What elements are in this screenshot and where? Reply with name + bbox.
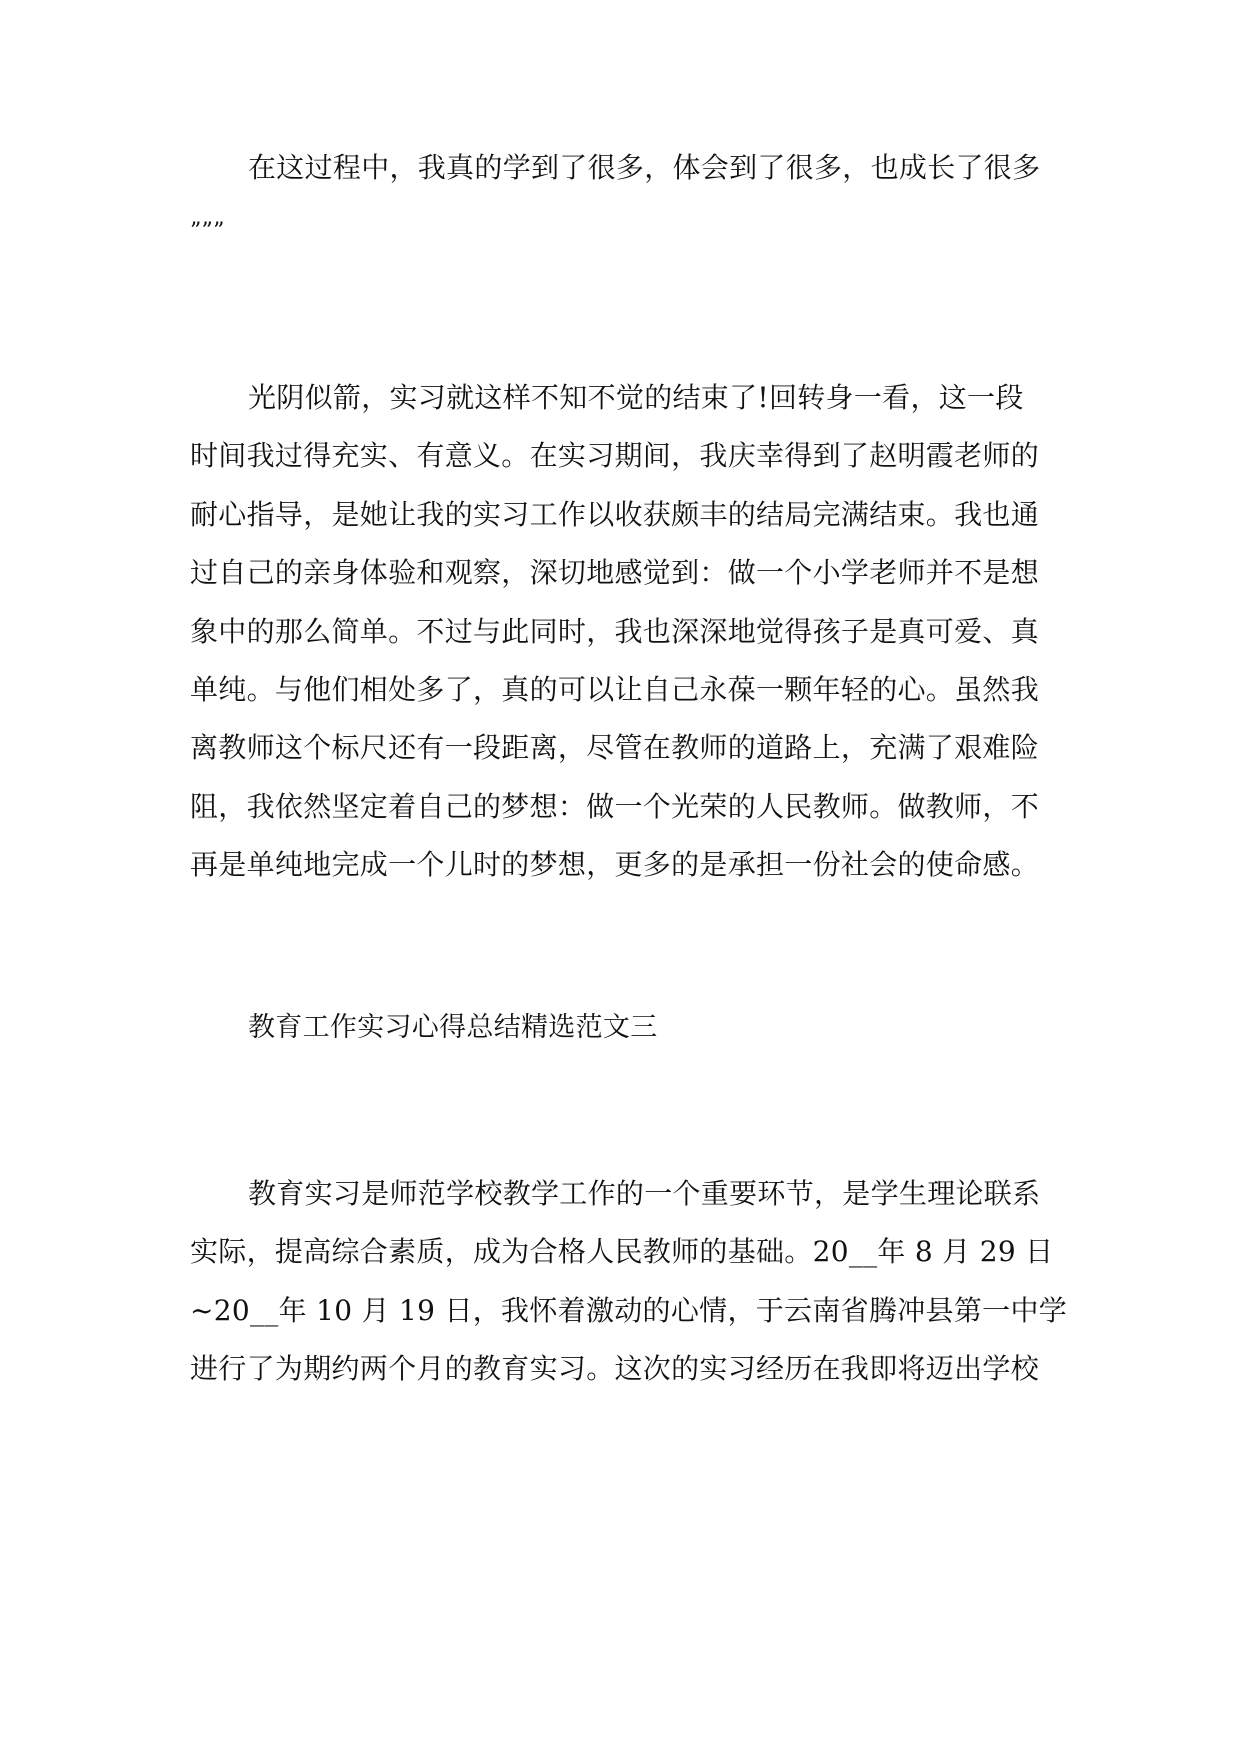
paragraph-2-line-3: 耐心指导，是她让我的实习工作以收获颇丰的结局完满结束。我也通 <box>190 498 1040 531</box>
paragraph-3-line-2: 实际，提高综合素质，成为合格人民教师的基础。20__年 8 月 29 日 <box>190 1235 1054 1268</box>
section-heading: 教育工作实习心得总结精选范文三 <box>248 1012 658 1043</box>
paragraph-2-line-8: 阻，我依然坚定着自己的梦想：做一个光荣的人民教师。做教师，不 <box>190 790 1040 823</box>
paragraph-3-line-3: ~20__年 10 月 19 日，我怀着激动的心情，于云南省腾冲县第一中学 <box>190 1294 1068 1327</box>
paragraph-2-line-9: 再是单纯地完成一个儿时的梦想，更多的是承担一份社会的使命感。 <box>190 848 1040 881</box>
paragraph-3-line-1: 教育实习是师范学校教学工作的一个重要环节，是学生理论联系 <box>248 1177 1041 1210</box>
paragraph-1-line-1: 在这过程中，我真的学到了很多，体会到了很多，也成长了很多 <box>248 151 1041 184</box>
paragraph-2-line-6: 单纯。与他们相处多了，真的可以让自己永葆一颗年轻的心。虽然我 <box>190 673 1040 706</box>
paragraph-2-line-2: 时间我过得充实、有意义。在实习期间，我庆幸得到了赵明霞老师的 <box>190 439 1040 472</box>
paragraph-1-line-2: ””” <box>190 219 225 244</box>
paragraph-2-line-1: 光阴似箭，实习就这样不知不觉的结束了!回转身一看，这一段 <box>248 381 1024 414</box>
paragraph-2-line-5: 象中的那么简单。不过与此同时，我也深深地觉得孩子是真可爱、真 <box>190 615 1040 648</box>
paragraph-3-line-4: 进行了为期约两个月的教育实习。这次的实习经历在我即将迈出学校 <box>190 1352 1040 1385</box>
paragraph-2-line-7: 离教师这个标尺还有一段距离，尽管在教师的道路上，充满了艰难险 <box>190 731 1040 764</box>
paragraph-2-line-4: 过自己的亲身体验和观察，深切地感觉到：做一个小学老师并不是想 <box>190 556 1040 589</box>
